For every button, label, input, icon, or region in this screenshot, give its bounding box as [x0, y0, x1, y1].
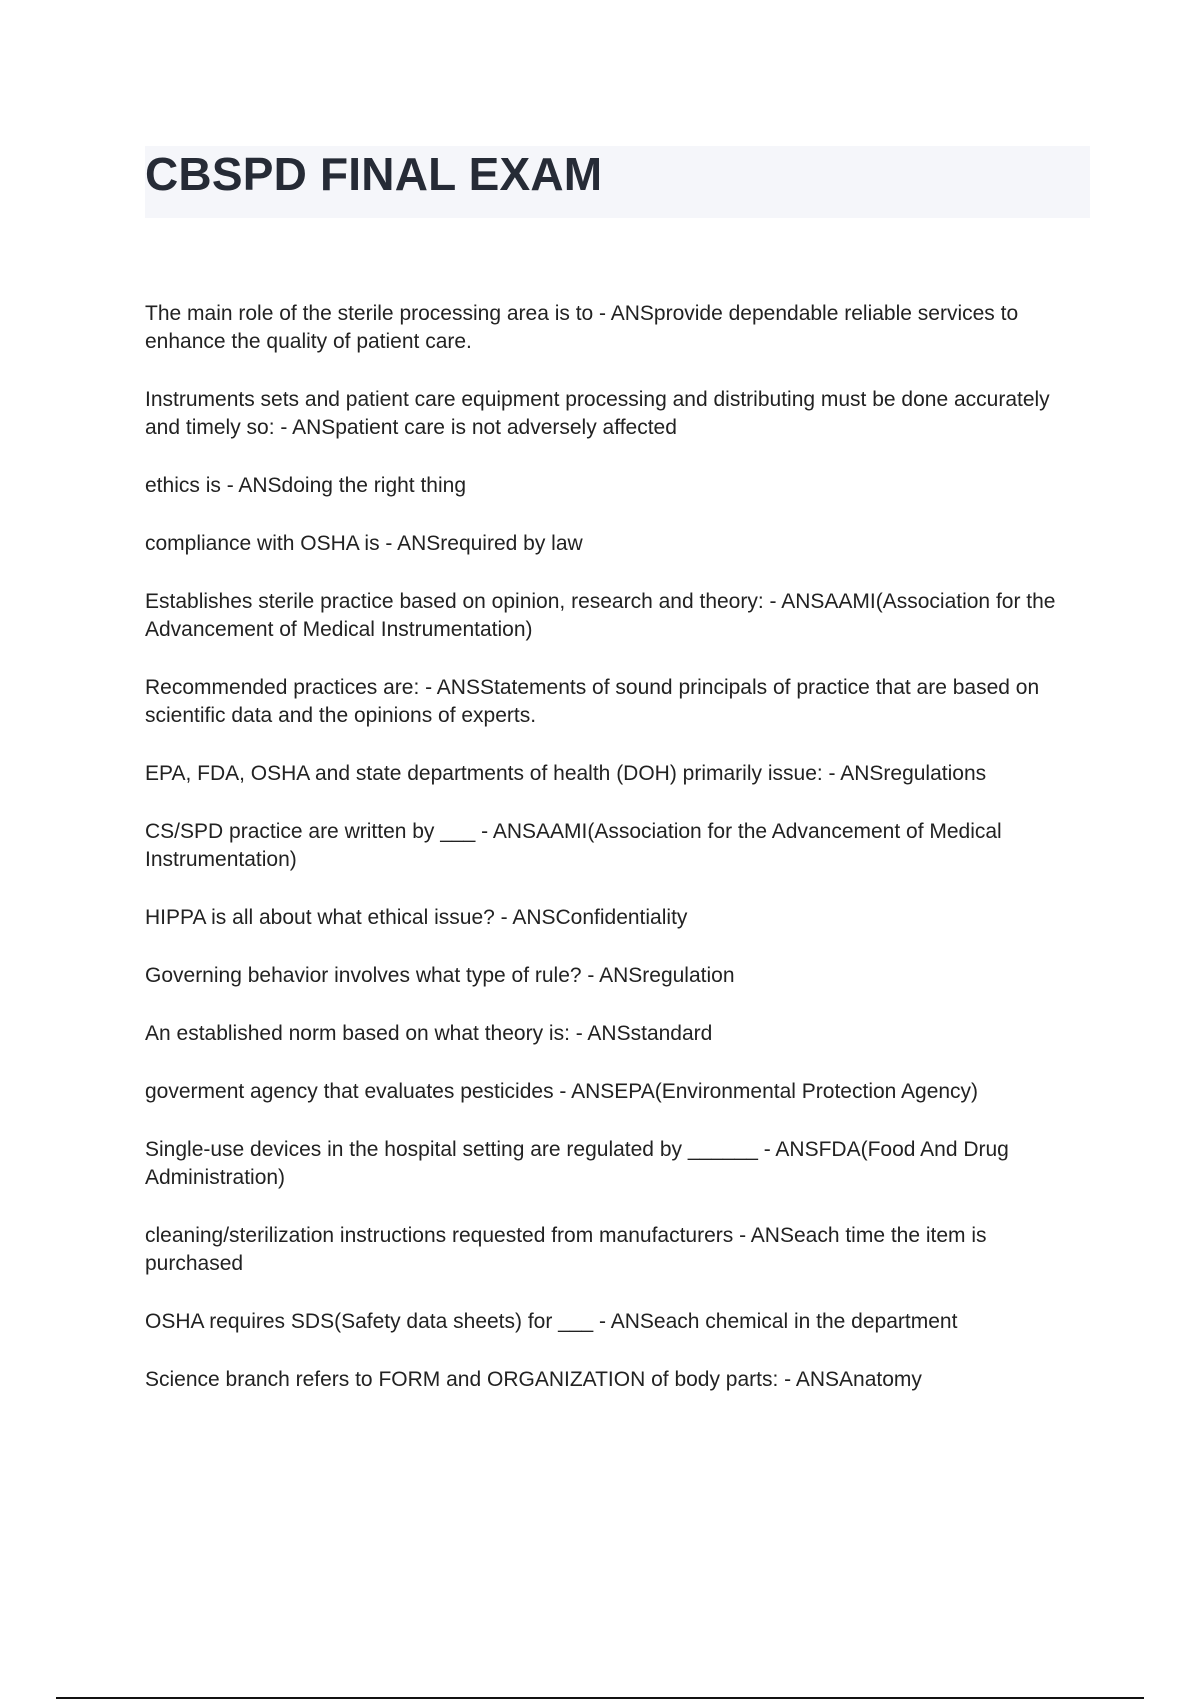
question-text: EPA, FDA, OSHA and state departments of health (DOH) primarily issue: — [145, 762, 823, 785]
answer-text: patient care is not adversely affected — [335, 416, 677, 439]
page-title: CBSPD FINAL EXAM — [145, 148, 603, 200]
question-text: An established norm based on what theory is: — [145, 1022, 570, 1045]
answer-separator: - ANS — [822, 762, 884, 785]
answer-separator: - ANS — [379, 532, 441, 555]
answer-separator: - ANS — [757, 1138, 819, 1161]
answer-text: provide dependable reliable services to enhance the quality of patient care. — [145, 302, 1019, 353]
answer-separator: - ANS — [274, 416, 336, 439]
answer-text: FDA(Food And Drug Administration) — [145, 1138, 1009, 1189]
qa-item — [145, 904, 1085, 932]
question-text: OSHA requires SDS(Safety data sheets) for ___ — [145, 1310, 594, 1333]
question-text: Single-use devices in the hospital setting are regulated by ______ — [145, 1138, 758, 1161]
question-text: Instruments sets and patient care equipment processing and distributing must be done accurately and timely so: — [145, 388, 1050, 439]
qa-item — [145, 1020, 1085, 1048]
answer-separator: - ANS — [220, 474, 282, 497]
answer-text: doing the right thing — [281, 474, 467, 497]
qa-item — [145, 1078, 1085, 1106]
qa-item — [145, 1366, 1085, 1394]
answer-text: Anatomy — [839, 1368, 922, 1391]
question-text: HIPPA is all about what ethical issue? — [145, 906, 495, 929]
qa-list — [145, 300, 1085, 1424]
qa-item — [145, 472, 1085, 500]
answer-text: standard — [630, 1022, 713, 1045]
answer-separator: - ANS — [778, 1368, 840, 1391]
qa-item — [145, 1222, 1085, 1278]
question-text: goverment agency that evaluates pesticides — [145, 1080, 554, 1103]
answer-separator: - ANS — [475, 820, 536, 843]
answer-text: required by law — [440, 532, 583, 555]
answer-text: regulation — [642, 964, 735, 987]
answer-text: each time the item is purchased — [145, 1224, 987, 1275]
answer-text: EPA(Environmental Protection Agency) — [614, 1080, 979, 1103]
qa-item — [145, 1308, 1085, 1336]
qa-item — [145, 760, 1085, 788]
answer-separator: - ANS — [593, 302, 654, 325]
answer-separator: - ANS — [733, 1224, 794, 1247]
qa-item — [145, 588, 1085, 644]
question-text: Science branch refers to FORM and ORGANIZATION of body parts: — [145, 1368, 779, 1391]
question-text: Recommended practices are: — [145, 676, 420, 699]
answer-separator: - ANS — [494, 906, 556, 929]
question-text: Governing behavior involves what type of rule? — [145, 964, 582, 987]
qa-item — [145, 1136, 1085, 1192]
answer-separator: - ANS — [763, 590, 825, 613]
qa-item — [145, 818, 1085, 874]
answer-text: regulations — [883, 762, 987, 785]
answer-text: Confidentiality — [555, 906, 688, 929]
bottom-divider — [56, 1697, 1144, 1699]
question-text: Establishes sterile practice based on opinion, research and theory: — [145, 590, 764, 613]
question-text: The main role of the sterile processing area is to — [145, 302, 594, 325]
answer-separator: - ANS — [569, 1022, 631, 1045]
answer-text: AAMI(Association for the Advancement of Medical Instrumentation) — [145, 820, 1002, 871]
answer-text: AAMI(Association for the Advancement of Medical Instrumentation) — [145, 590, 1056, 641]
qa-item — [145, 674, 1085, 730]
question-text: cleaning/sterilization instructions requested from manufacturers — [145, 1224, 734, 1247]
answer-text: Statements of sound principals of practice that are based on scientific data and the opinions of experts. — [145, 676, 1040, 727]
question-text: ethics is — [145, 474, 221, 497]
qa-item — [145, 386, 1085, 442]
answer-separator: - ANS — [581, 964, 643, 987]
question-text: CS/SPD practice are written by ___ — [145, 820, 476, 843]
answer-separator: - ANS — [419, 676, 480, 699]
qa-item — [145, 300, 1085, 356]
answer-text: each chemical in the department — [653, 1310, 958, 1333]
question-text: compliance with OSHA is — [145, 532, 380, 555]
qa-item — [145, 962, 1085, 990]
qa-item — [145, 530, 1085, 558]
answer-separator: - ANS — [593, 1310, 654, 1333]
answer-separator: - ANS — [553, 1080, 615, 1103]
